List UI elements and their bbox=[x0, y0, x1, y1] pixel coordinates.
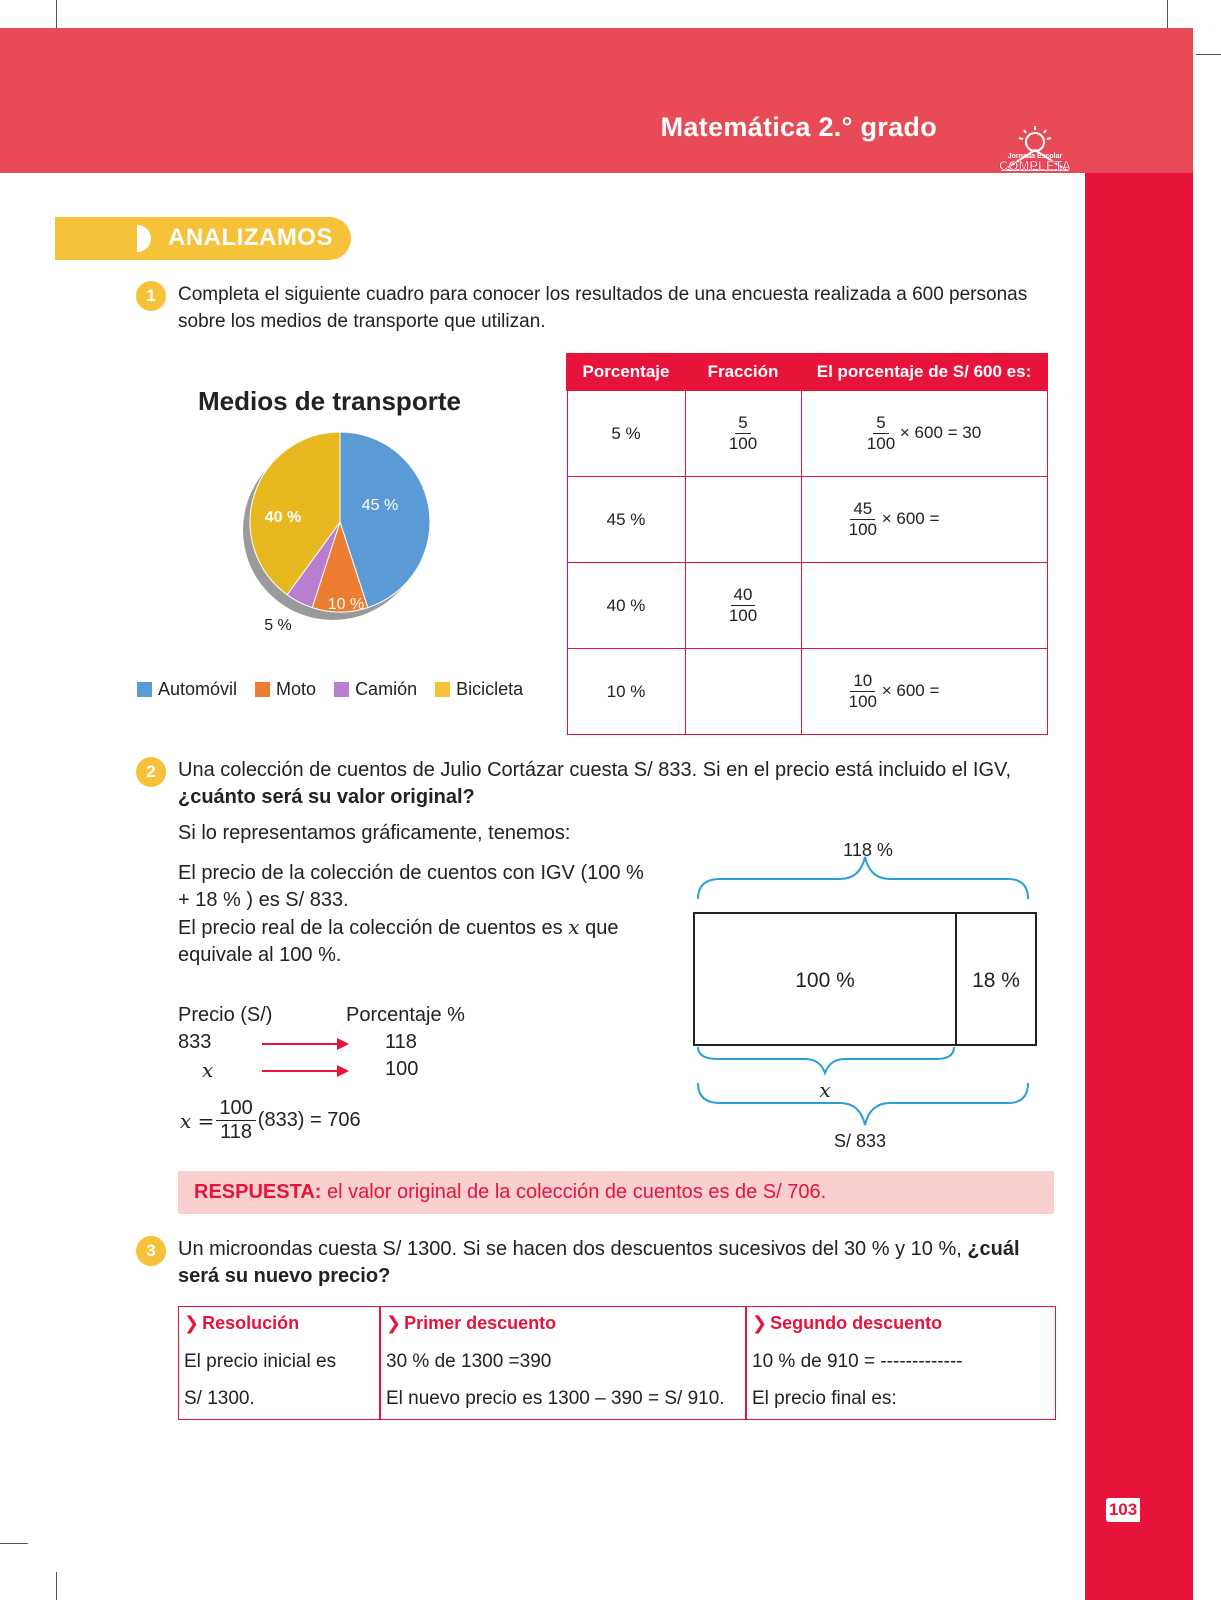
equation: x = $\frac{100}{118}$ (833) = 706 bbox=[180, 1097, 361, 1143]
arrow-icon bbox=[262, 1043, 347, 1045]
resolution-table bbox=[178, 1306, 1056, 1420]
legend-swatch bbox=[255, 682, 270, 697]
legend-swatch bbox=[435, 682, 450, 697]
fraction-cell: $\frac{40}{100}$ bbox=[685, 563, 801, 649]
arrow-icon bbox=[262, 1070, 347, 1072]
table-row bbox=[567, 477, 1047, 563]
page-title: Matemática 2.° grado bbox=[660, 112, 937, 142]
pie-label-camión: 5 % bbox=[264, 617, 292, 635]
svg-text:x: x bbox=[819, 1078, 831, 1102]
question-number-1: 1 bbox=[136, 281, 166, 311]
crop-mark bbox=[56, 1572, 57, 1600]
question-3-text: Un microondas cuesta S/ 1300. Si se hacen dos descuentos sucesivos del 30 % y 10 %, ¿cuál será su nuevo precio? bbox=[178, 1238, 1020, 1287]
svg-text:118 %: 118 % bbox=[843, 839, 893, 860]
calc-cell: $\frac{5}{100}$ × 600 = 30 bbox=[801, 390, 1047, 477]
pct-cell: 45 % bbox=[567, 477, 685, 563]
fraction-cell: $\frac{5}{100}$ bbox=[685, 390, 801, 477]
brace-icon bbox=[698, 1047, 954, 1073]
col-precio: Precio (S/) bbox=[178, 1004, 273, 1026]
chart-title: Medios de transporte bbox=[198, 386, 461, 416]
calc-cell-blank[interactable] bbox=[801, 563, 1047, 649]
header-porcentaje-de: El porcentaje de S/ 600 es: bbox=[801, 354, 1047, 390]
legend-item bbox=[137, 679, 237, 700]
legend-label: Automóvil bbox=[158, 679, 238, 699]
bar-diagram bbox=[690, 835, 1040, 1155]
chart-legend bbox=[137, 679, 523, 700]
brace-icon bbox=[698, 857, 1028, 899]
resolution-column bbox=[179, 1307, 379, 1419]
explanation-p2: El precio real de la colección de cuentos es x que equivale al 100 %. bbox=[178, 915, 619, 966]
svg-text:18 %: 18 % bbox=[972, 969, 1020, 992]
crop-mark bbox=[1196, 54, 1221, 55]
pie-chart bbox=[235, 430, 445, 640]
value-118: 118 bbox=[385, 1031, 417, 1053]
question-2-explanation bbox=[178, 860, 648, 969]
svg-text:Jornada Escolar: Jornada Escolar bbox=[1007, 153, 1063, 160]
second-discount-column bbox=[747, 1307, 1053, 1419]
column-line[interactable]: 10 % de 910 = ------------- bbox=[752, 1351, 963, 1372]
value-833: 833 bbox=[178, 1031, 212, 1053]
value-100: 100 bbox=[385, 1058, 419, 1080]
pct-cell: 5 % bbox=[567, 390, 685, 477]
half-circle-icon bbox=[137, 225, 151, 252]
legend-item bbox=[435, 679, 523, 700]
brace-icon bbox=[698, 1083, 1028, 1125]
side-strip bbox=[1085, 173, 1193, 1600]
column-line: 30 % de 1300 =390 bbox=[386, 1351, 552, 1372]
question-number-2: 2 bbox=[136, 757, 166, 787]
header-fraccion: Fracción bbox=[685, 354, 801, 390]
calc-cell[interactable]: $\frac{10}{100}$ × 600 = bbox=[801, 649, 1047, 735]
table-row bbox=[567, 390, 1047, 477]
legend-item bbox=[255, 679, 316, 700]
pct-cell: 40 % bbox=[567, 563, 685, 649]
section-tag bbox=[55, 217, 351, 260]
legend-label: Bicicleta bbox=[456, 679, 524, 699]
fraction-cell-blank[interactable] bbox=[685, 477, 801, 563]
jornada-escolar-logo bbox=[996, 124, 1074, 182]
pie-label-automóvil: 45 % bbox=[361, 497, 399, 515]
answer-box: RESPUESTA: el valor original de la colección de cuentos es de S/ 706. bbox=[178, 1171, 1054, 1214]
percentage-table bbox=[566, 353, 1048, 735]
crop-mark bbox=[56, 0, 57, 28]
question-2-text: Una colección de cuentos de Julio Cortázar cuesta S/ 833. Si en el precio está incluido el IGV, ¿cuánto será su valor original? bbox=[178, 759, 1012, 808]
column-heading: ❯ Segundo descuento bbox=[752, 1313, 942, 1334]
legend-label: Moto bbox=[276, 679, 317, 699]
question-2-intro: Si lo representamos gráficamente, tenemos: bbox=[178, 822, 571, 844]
svg-text:SECUNDARIA: SECUNDARIA bbox=[1018, 174, 1052, 180]
section-label: ANALIZAMOS bbox=[168, 224, 333, 251]
pie-label-bicicleta: 40 % bbox=[264, 509, 302, 527]
col-porcentaje: Porcentaje % bbox=[346, 1004, 465, 1026]
table-header-row bbox=[567, 354, 1047, 390]
column-line: El precio inicial es bbox=[184, 1351, 337, 1372]
header-porcentaje: Porcentaje bbox=[567, 354, 685, 390]
column-heading: ❯ Primer descuento bbox=[386, 1313, 556, 1334]
column-heading: ❯ Resolución bbox=[184, 1313, 299, 1334]
legend-label: Camión bbox=[355, 679, 418, 699]
column-line: S/ 1300. bbox=[184, 1388, 255, 1409]
calc-cell[interactable]: $\frac{45}{100}$ × 600 = bbox=[801, 477, 1047, 563]
page-number: 103 bbox=[1106, 1498, 1140, 1522]
pct-cell: 10 % bbox=[567, 649, 685, 735]
question-number-3: 3 bbox=[136, 1236, 166, 1266]
table-row bbox=[567, 649, 1047, 735]
svg-text:COMPLETA: COMPLETA bbox=[999, 158, 1071, 173]
svg-text:100 %: 100 % bbox=[795, 969, 855, 992]
legend-swatch bbox=[334, 682, 349, 697]
fraction-cell-blank[interactable] bbox=[685, 649, 801, 735]
question-1-text: Completa el siguiente cuadro para conocer los resultados de una encuesta realizada a 600 personas sobre los medios de transporte que utilizan. bbox=[178, 284, 1028, 332]
pie-label-moto: 10 % bbox=[327, 596, 365, 614]
legend-item bbox=[334, 679, 417, 700]
first-discount-column bbox=[381, 1307, 745, 1419]
crop-mark bbox=[1167, 0, 1168, 28]
svg-text:S/ 833: S/ 833 bbox=[833, 1131, 887, 1151]
table-row bbox=[567, 563, 1047, 649]
column-line: El nuevo precio es 1300 – 390 = S/ 910. bbox=[386, 1388, 725, 1409]
explanation-p1: El precio de la colección de cuentos con IGV (100 % + 18 % ) es S/ 833. bbox=[178, 862, 644, 911]
legend-swatch bbox=[137, 682, 152, 697]
crop-mark bbox=[0, 1543, 28, 1544]
page-header bbox=[0, 28, 1193, 180]
column-line[interactable]: El precio final es: bbox=[752, 1388, 897, 1409]
value-x: x bbox=[202, 1058, 214, 1082]
